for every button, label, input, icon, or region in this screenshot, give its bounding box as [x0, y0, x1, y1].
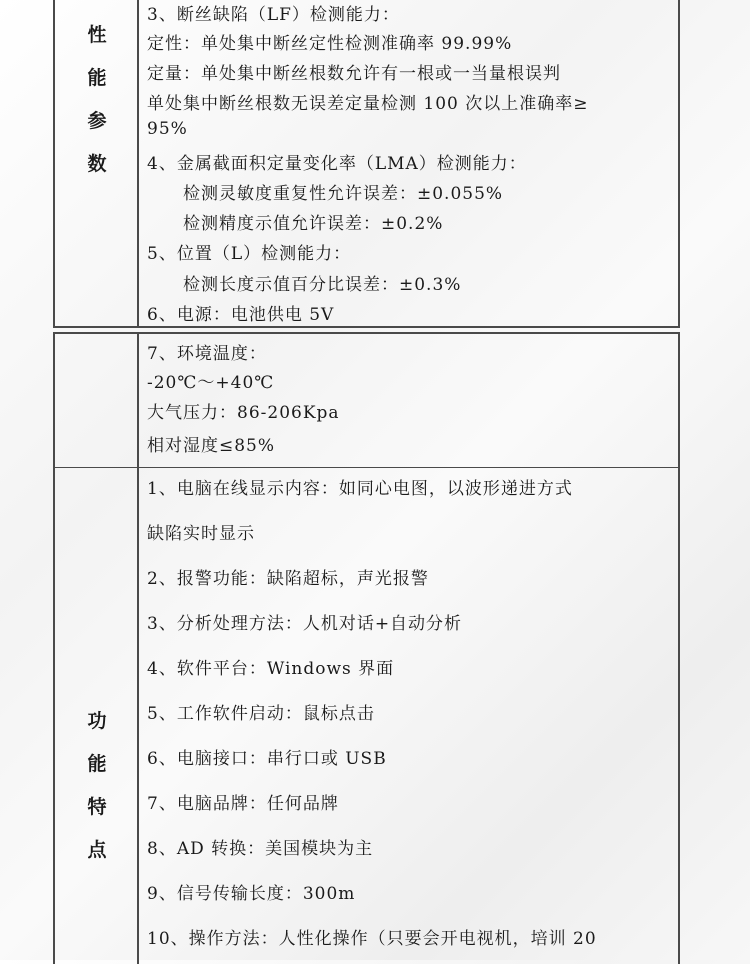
features-label-char: 点	[87, 839, 107, 861]
feature-line: 6、电脑接口：串行口或 USB	[147, 749, 387, 769]
performance-label-char: 数	[87, 153, 107, 175]
feature-line: 5、工作软件启动：鼠标点击	[147, 704, 375, 724]
performance-label-cell	[55, 0, 139, 326]
feature-line: 4、软件平台：Windows 界面	[147, 659, 395, 679]
feature-line: 3、分析处理方法：人机对话+自动分析	[147, 614, 463, 634]
features-label	[55, 700, 139, 872]
performance-section	[53, 0, 680, 328]
spec-line: 单处集中断丝根数无误差定量检测 100 次以上准确率≥	[147, 94, 589, 114]
spec-line: 检测精度示值允许误差：±0.2%	[183, 214, 444, 234]
spec-line: -20℃～+40℃	[147, 373, 275, 393]
spec-line: 5、位置（L）检测能力：	[147, 244, 352, 264]
feature-line: 9、信号传输长度：300m	[147, 884, 356, 904]
features-label-char: 能	[87, 753, 107, 775]
spec-line: 定性：单处集中断丝定性检测准确率 99.99%	[147, 34, 513, 54]
features-label-char: 功	[87, 710, 107, 732]
spec-line: 大气压力：86-206Kpa	[147, 403, 340, 423]
spec-line: 4、金属截面积定量变化率（LMA）检测能力：	[147, 154, 527, 174]
feature-line: 8、AD 转换：美国模块为主	[147, 839, 374, 859]
spec-line: 定量：单处集中断丝根数允许有一根或一当量根误判	[147, 64, 561, 84]
features-label-cell	[55, 468, 139, 964]
feature-line: 缺陷实时显示	[147, 524, 255, 544]
spec-line: 相对湿度≤85%	[147, 436, 276, 456]
environment-label-cell	[55, 334, 139, 467]
performance-label-char: 能	[87, 67, 107, 89]
performance-label-char: 参	[87, 110, 107, 132]
environment-section	[53, 332, 680, 468]
performance-label-char: 性	[87, 24, 107, 46]
spec-line: 3、断丝缺陷（LF）检测能力：	[147, 5, 400, 25]
spec-line: 6、电源：电池供电 5V	[147, 305, 335, 325]
performance-label	[55, 14, 139, 186]
spec-line: 95%	[147, 119, 188, 139]
spec-line: 7、环境温度：	[147, 344, 267, 364]
spec-table	[53, 0, 680, 964]
feature-line: 1、电脑在线显示内容：如同心电图，以波形递进方式	[147, 479, 573, 499]
feature-line: 2、报警功能：缺陷超标，声光报警	[147, 569, 429, 589]
feature-line: 7、电脑品牌：任何品牌	[147, 794, 339, 814]
spec-line: 检测灵敏度重复性允许误差：±0.055%	[183, 184, 504, 204]
features-section	[53, 468, 680, 964]
feature-line: 10、操作方法：人性化操作（只要会开电视机，培训 20	[147, 929, 597, 949]
spec-line: 检测长度示值百分比误差：±0.3%	[183, 275, 462, 295]
features-label-char: 特	[87, 796, 107, 818]
